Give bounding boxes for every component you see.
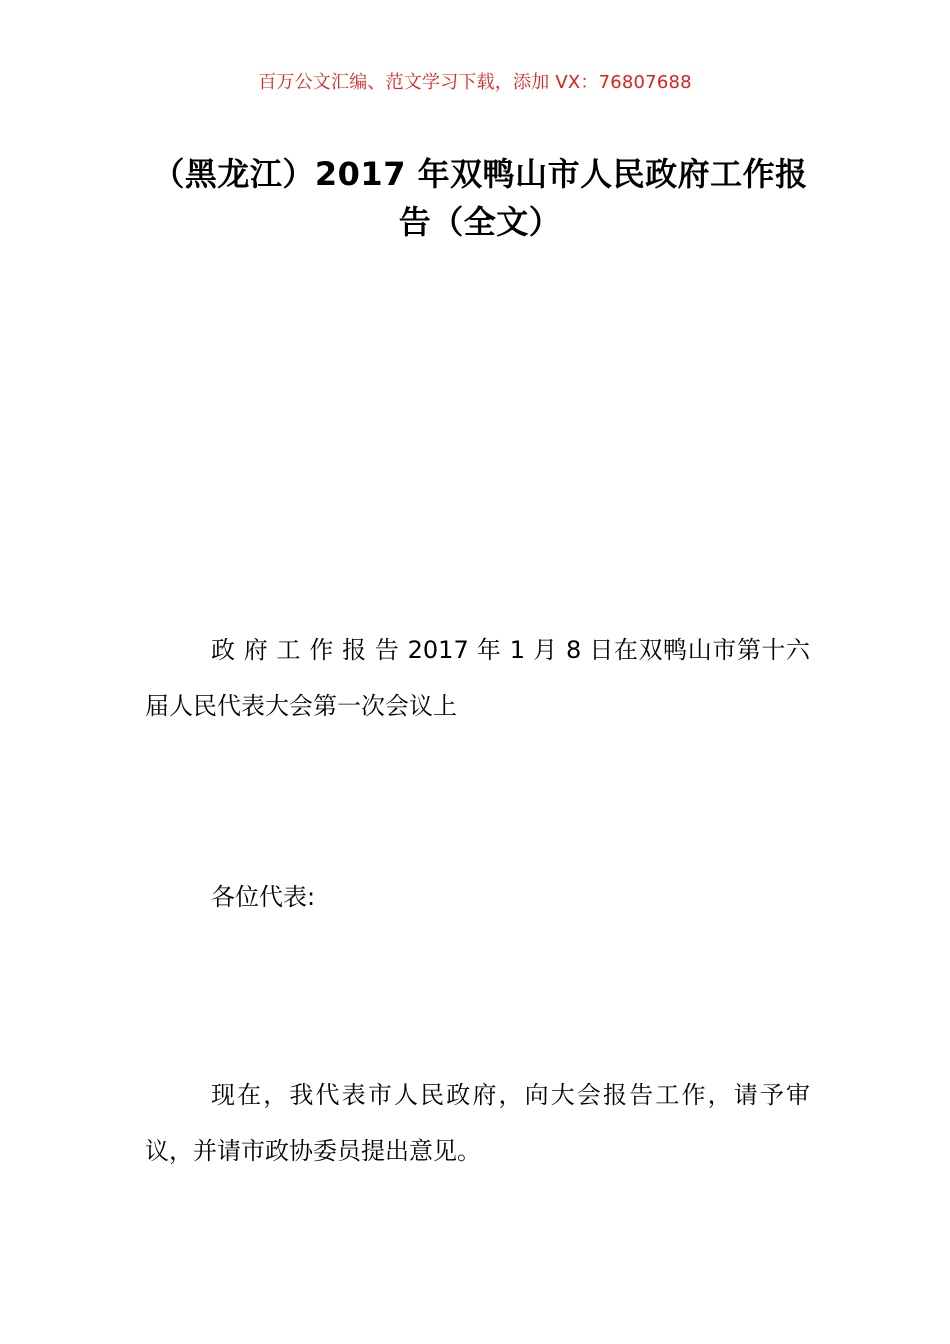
paragraph-report-date: 政 府 工 作 报 告 2017 年 1 月 8 日在双鸭山市第十六届人民代表大会第一次会议上 (145, 636, 810, 720)
header-banner: 百万公文汇编、范文学习下载，添加 VX：76807688 (258, 72, 692, 93)
paragraph-salutation: 各位代表: (211, 883, 316, 911)
paragraph-opening: 现在，我代表市人民政府，向大会报告工作，请予审议，并请市政协委员提出意见。 (145, 1081, 810, 1165)
document-title: （黑龙江）2017 年双鸭山市人民政府工作报告（全文） (152, 155, 808, 241)
